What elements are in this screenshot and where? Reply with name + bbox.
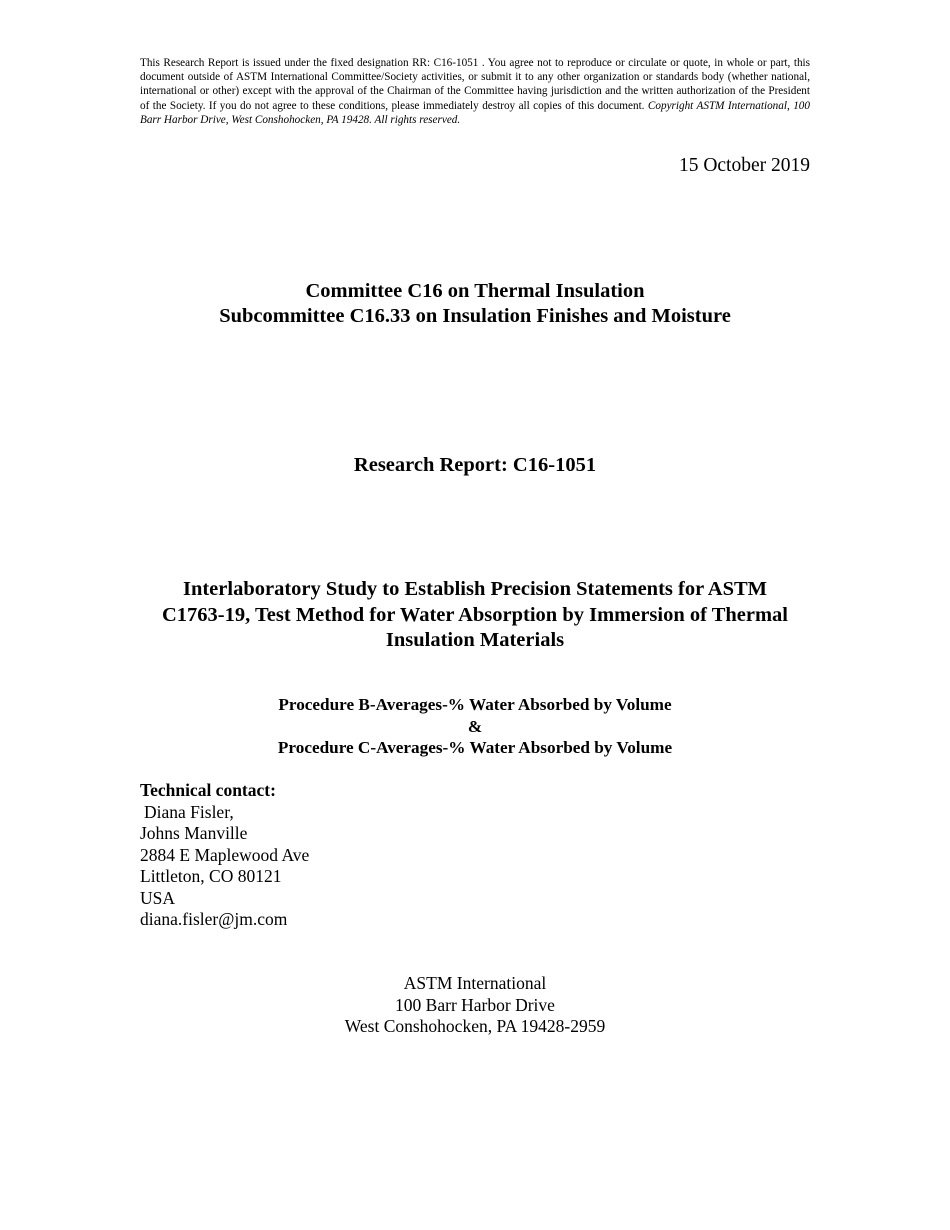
contact-street: 2884 E Maplewood Ave	[140, 844, 310, 865]
committee-heading	[120, 279, 830, 328]
usage-notice-text: This Research Report is issued under the fixed designation RR: C16-1051 . You agree not to reproduce or circulate or quote, in whole or part, this document outside of ASTM International Committee/Society activities, or submit it to any other organization or standards body (whether national, international or other) except with the approval of the Chairman of the Committee having jurisdiction and the written authorization of the President of the Society. If you do not agree to these conditions, please immediately destroy all copies of this document.	[140, 57, 810, 112]
contact-email: diana.fisler@jm.com	[140, 909, 288, 929]
contact-label: Technical contact:	[140, 780, 276, 800]
astm-name: ASTM International	[403, 973, 547, 993]
technical-contact	[140, 780, 309, 931]
report-date: 15 October 2019	[678, 155, 810, 176]
copyright-notice: Copyright ASTM International, 100 Barr Harbor Drive, West Conshohocken, PA 19428. All rights reserved.	[140, 99, 810, 126]
study-title-line-3: Insulation Materials	[385, 629, 565, 651]
committee-name: Committee C16 on Thermal Insulation	[305, 280, 645, 302]
procedure-ampersand: &	[467, 716, 483, 736]
subcommittee-name: Subcommittee C16.33 on Insulation Finishes and Moisture	[219, 304, 731, 327]
astm-city: West Conshohocken, PA 19428-2959	[344, 1016, 606, 1036]
astm-address	[120, 973, 830, 1038]
study-title-line-2: C1763-19, Test Method for Water Absorption by Immersion of Thermal	[161, 603, 789, 626]
usage-notice	[140, 56, 810, 127]
contact-name: Diana Fisler,	[144, 801, 234, 822]
contact-country: USA	[140, 887, 176, 908]
study-title-line-1: Interlaboratory Study to Establish Precision Statements for ASTM	[182, 578, 768, 600]
study-title	[120, 577, 830, 654]
procedure-c: Procedure C-Averages-% Water Absorbed by Volume	[277, 738, 673, 757]
contact-city: Littleton, CO 80121	[140, 866, 282, 886]
astm-street: 100 Barr Harbor Drive	[395, 994, 555, 1015]
contact-company: Johns Manville	[140, 823, 248, 843]
procedures-heading	[120, 694, 830, 759]
report-id: Research Report: C16-1051	[353, 454, 597, 476]
procedure-b: Procedure B-Averages-% Water Absorbed by Volume	[278, 695, 672, 714]
